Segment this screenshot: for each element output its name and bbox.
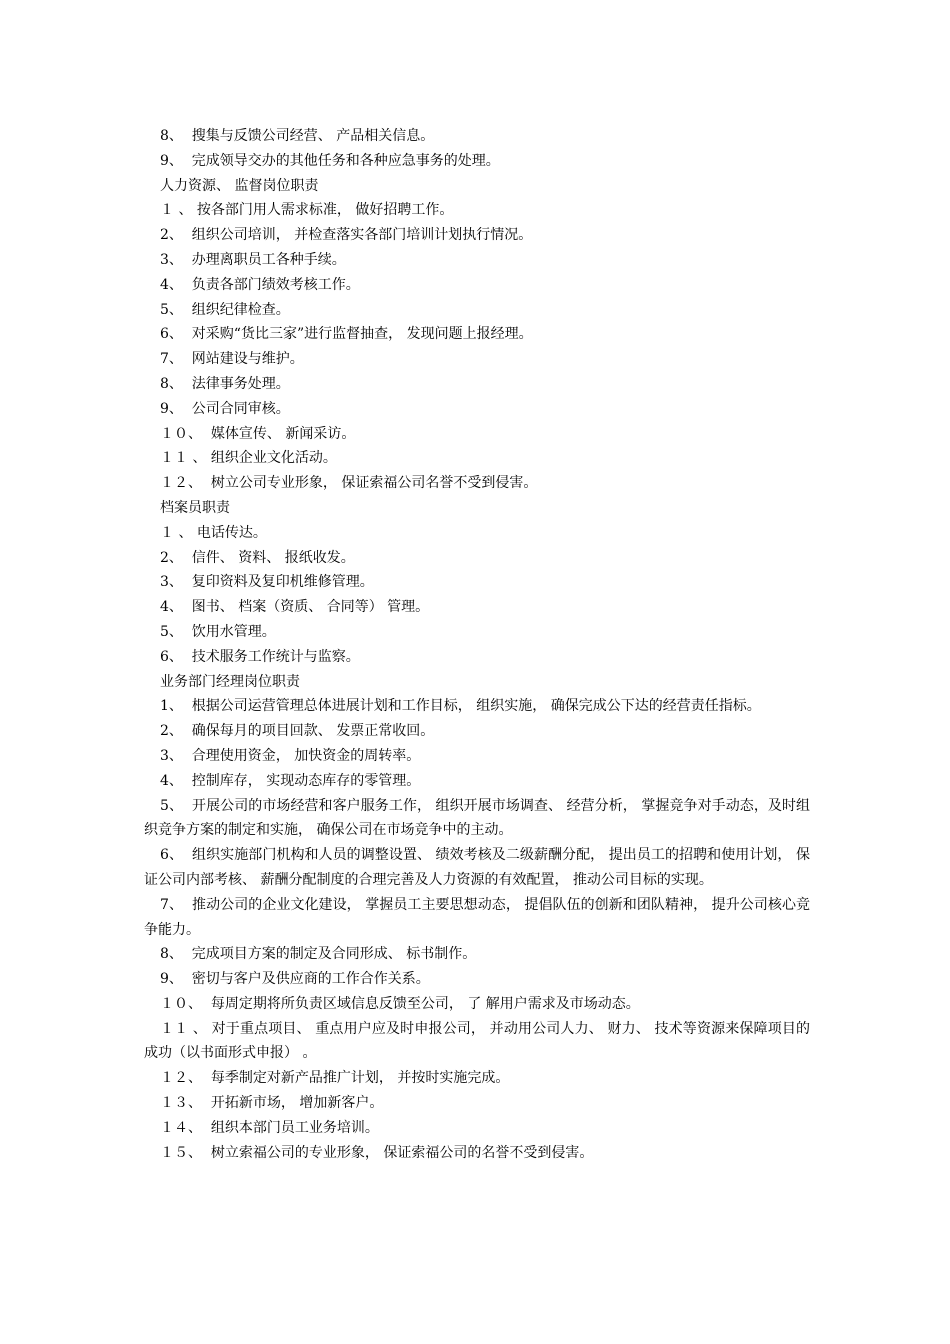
list-item: 4、 控制库存， 实现动态库存的零管理。 — [160, 772, 421, 789]
list-item: １３、 开拓新市场， 增加新客户。 — [160, 1095, 384, 1112]
section-heading: 业务部门经理岗位职责 — [160, 673, 300, 690]
list-item: 8、 完成项目方案的制定及合同形成、 标书制作。 — [160, 946, 477, 963]
list-item: 2、 确保每月的项目回款、 发票正常收回。 — [160, 723, 435, 740]
list-item: 6、 对采购“货比三家”进行监督抽查， 发现问题上报经理。 — [160, 326, 533, 343]
list-item: １１ 、 组织企业文化活动。 — [160, 450, 337, 467]
list-item: 3、 合理使用资金， 加快资金的周转率。 — [160, 747, 421, 764]
list-item: 3、 复印资料及复印机维修管理。 — [160, 574, 374, 591]
list-item: １０、 媒体宣传、 新闻采访。 — [160, 425, 356, 442]
list-item: １１ 、 对于重点项目、 重点用户应及时申报公司， 并动用公司人力、 财力、 技术等资源来保障项目的成功（以书面形式申报） 。 — [144, 1020, 810, 1062]
list-item: 5、 开展公司的市场经营和客户服务工作， 组织开展市场调查、 经营分析， 掌握竞争对手动态，及时组织竞争方案的制定和实施， 确保公司在市场竞争中的主动。 — [144, 797, 810, 839]
document-body — [144, 124, 810, 1165]
list-item: 9、 公司合同审核。 — [160, 400, 290, 417]
list-item: １４、 组织本部门员工业务培训。 — [160, 1119, 379, 1136]
list-item: 1、 根据公司运营管理总体进展计划和工作目标， 组织实施， 确保完成公下达的经营责任指标。 — [160, 698, 761, 715]
list-item: 6、 技术服务工作统计与监察。 — [160, 648, 360, 665]
list-item: 6、 组织实施部门机构和人员的调整设置、 绩效考核及二级薪酬分配， 提出员工的招聘和使用计划， 保证公司内部考核、 薪酬分配制度的合理完善及人力资源的有效配置， 推动公司目标的实现。 — [144, 847, 810, 888]
list-item: １５、 树立索福公司的专业形象， 保证索福公司的名誉不受到侵害。 — [160, 1144, 594, 1161]
list-item: １ 、 电话传达。 — [160, 524, 267, 541]
list-item: 2、 信件、 资料、 报纸收发。 — [160, 549, 355, 566]
list-item: 5、 饮用水管理。 — [160, 623, 276, 640]
section-heading: 档案员职责 — [160, 499, 230, 516]
list-item: 3、 办理离职员工各种手续。 — [160, 251, 346, 268]
list-item: １２、 每季制定对新产品推广计划， 并按时实施完成。 — [160, 1070, 510, 1087]
list-item: 9、 密切与客户及供应商的工作合作关系。 — [160, 971, 430, 988]
list-item: 7、 推动公司的企业文化建设， 掌握员工主要思想动态， 提倡队伍的创新和团队精神， 提升公司核心竞争能力。 — [144, 896, 810, 938]
list-item: １２、 树立公司专业形象， 保证索福公司名誉不受到侵害。 — [160, 475, 538, 492]
list-item: 4、 负责各部门绩效考核工作。 — [160, 276, 360, 293]
section-heading: 人力资源、 监督岗位职责 — [160, 177, 319, 194]
list-item: 9、 完成领导交办的其他任务和各种应急事务的处理。 — [160, 152, 500, 169]
list-item: 8、 搜集与反馈公司经营、 产品相关信息。 — [160, 128, 435, 144]
list-item: 2、 组织公司培训， 并检查落实各部门培训计划执行情况。 — [160, 227, 533, 244]
list-item: 4、 图书、 档案（资质、 合同等） 管理。 — [160, 599, 430, 616]
list-item: 5、 组织纪律检查。 — [160, 301, 290, 318]
list-item: １ 、 按各部门用人需求标准， 做好招聘工作。 — [160, 202, 454, 219]
list-item: １０、 每周定期将所负责区域信息反馈至公司， 了 解用户需求及市场动态。 — [160, 995, 640, 1012]
list-item: 7、 网站建设与维护。 — [160, 351, 304, 368]
list-item: 8、 法律事务处理。 — [160, 375, 290, 392]
